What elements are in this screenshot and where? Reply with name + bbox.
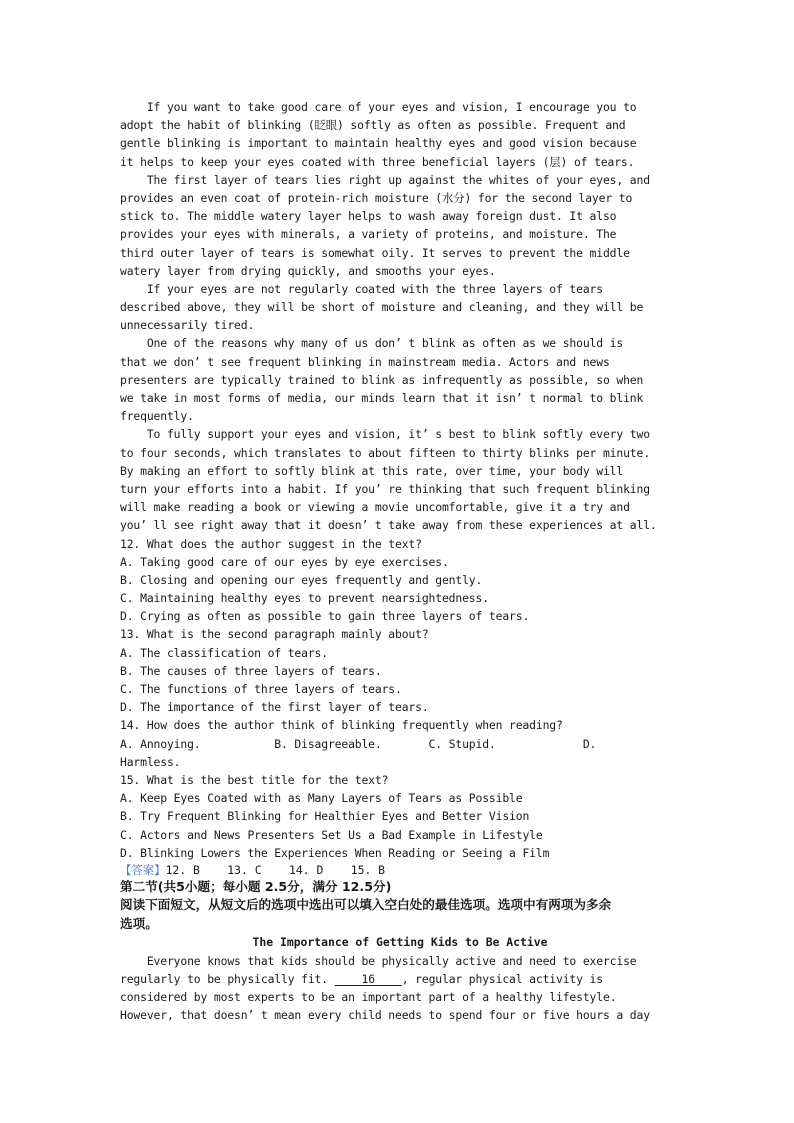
option-c: C. The functions of three layers of tears.: [120, 682, 402, 696]
answer-key: [120, 862, 680, 878]
question-stem: 13. What is the second paragraph mainly about?: [120, 627, 429, 642]
option-d: D. The importance of the first layer of tears.: [120, 700, 429, 715]
option-b: B. Try Frequent Blinking for Healthier Eyes and Better Vision: [120, 809, 530, 824]
passage-line: you’ ll see right away that it doesn’ t take away from these experiences at all.: [120, 518, 657, 533]
passage-line: watery layer from drying quickly, and smooths your eyes.: [120, 263, 496, 278]
passage-line: stick to. The middle watery layer helps to wash away foreign dust. It also: [120, 209, 617, 224]
option-a: A. Taking good care of our eyes by eye exercises.: [120, 554, 449, 569]
passage-line: we take in most forms of media, our minds learn that it isn’ t normal to blink: [120, 391, 644, 405]
passage-line: One of the reasons why many of us don’ t blink as often as we should is: [120, 336, 624, 351]
question-15: [120, 771, 680, 862]
question-13: [120, 625, 680, 716]
options-row-wrap: Harmless.: [120, 754, 181, 769]
reading-passage: [120, 98, 680, 535]
passage-line: To fully support your eyes and vision, it’ s best to blink softly every two: [120, 427, 650, 442]
passage-line: it helps to keep your eyes coated with three beneficial layers (层) of tears.: [120, 154, 635, 169]
passage-line: If you want to take good care of your eyes and vision, I encourage you to: [120, 100, 637, 114]
passage-line: adopt the habit of blinking (眨眼) softly as often as possible. Frequent and: [120, 118, 626, 133]
answer-tag: 【答案】: [120, 862, 166, 877]
passage-line: Everyone knows that kids should be physically active and need to exercise: [120, 953, 637, 968]
section-heading: 第二节(共5小题；每小题 2.5分，满分 12.5分): [120, 878, 392, 894]
passage-line: However, that doesn’ t mean every child needs to spend four or five hours a day: [120, 1008, 650, 1023]
passage-line: The first layer of tears lies right up against the whites of your eyes, and: [120, 172, 650, 187]
passage-line: described above, they will be short of moisture and cleaning, and they will be: [120, 300, 644, 315]
passage-line: gentle blinking is important to maintain healthy eyes and good vision because: [120, 136, 637, 151]
passage-line: provides your eyes with minerals, a variety of proteins, and moisture. The: [120, 227, 617, 242]
cloze-passage: [120, 952, 680, 1025]
passage-line: will make reading a book or viewing a movie uncomfortable, give it a try and: [120, 500, 630, 515]
option-a: A. Keep Eyes Coated with as Many Layers of Tears as Possible: [120, 791, 523, 806]
question-14: [120, 716, 680, 771]
passage-line: turn your efforts into a habit. If you’ re thinking that such frequent blinking: [120, 481, 650, 496]
question-stem: 14. How does the author think of blinking frequently when reading?: [120, 718, 563, 733]
passage-line: By making an effort to softly blink at this rate, over time, your body will: [120, 463, 624, 478]
passage-line: frequently.: [120, 409, 194, 424]
passage-line: considered by most experts to be an important part of a healthy lifestyle.: [120, 989, 617, 1004]
option-d: D. Crying as often as possible to gain three layers of tears.: [120, 609, 530, 624]
passage-title: The Importance of Getting Kids to Be Active: [252, 935, 548, 950]
passage-line: that we don’ t see frequent blinking in mainstream media. Actors and news: [120, 354, 610, 369]
blank-16: 16: [334, 971, 402, 986]
text-after-blank: , regular physical activity is: [401, 971, 603, 986]
passage-line: to four seconds, which translates to about fifteen to thirty blinks per minute.: [120, 445, 650, 460]
passage-line: presenters are typically trained to blink as infrequently as possible, so when: [120, 372, 644, 387]
option-c: C. Maintaining healthy eyes to prevent nearsightedness.: [120, 591, 489, 606]
section-instruction: 阅读下面短文，从短文后的选项中选出可以填入空白处的最佳选项。选项中有两项为多余: [120, 897, 612, 913]
passage-line: third outer layer of tears is somewhat oily. It serves to prevent the middle: [120, 245, 630, 260]
option-c: C. Actors and News Presenters Set Us a Bad Example in Lifestyle: [120, 827, 543, 842]
question-stem: 12. What does the author suggest in the text?: [120, 536, 422, 551]
passage-line: If your eyes are not regularly coated with the three layers of tears: [120, 281, 603, 296]
section-instruction-cont: 选项。: [120, 915, 158, 931]
answer-text: 12. B 13. C 14. D 15. B: [165, 862, 386, 877]
option-b: B. Closing and opening our eyes frequently and gently.: [120, 572, 483, 587]
option-a: A. The classification of tears.: [120, 645, 328, 660]
options-row: A. Annoying. B. Disagreeable. C. Stupid. D.: [120, 736, 597, 751]
text-before-blank: regularly to be physically fit.: [120, 971, 335, 986]
passage-line-with-blank: [120, 970, 680, 988]
exam-page: [120, 98, 680, 1024]
passage-line: unnecessarily tired.: [120, 318, 255, 333]
question-stem: 15. What is the best title for the text?: [120, 772, 389, 787]
question-12: [120, 535, 680, 626]
option-d: D. Blinking Lowers the Experiences When Reading or Seeing a Film: [120, 845, 550, 860]
passage-line: provides an even coat of protein-rich moisture (水分) for the second layer to: [120, 190, 633, 205]
option-b: B. The causes of three layers of tears.: [120, 663, 382, 678]
